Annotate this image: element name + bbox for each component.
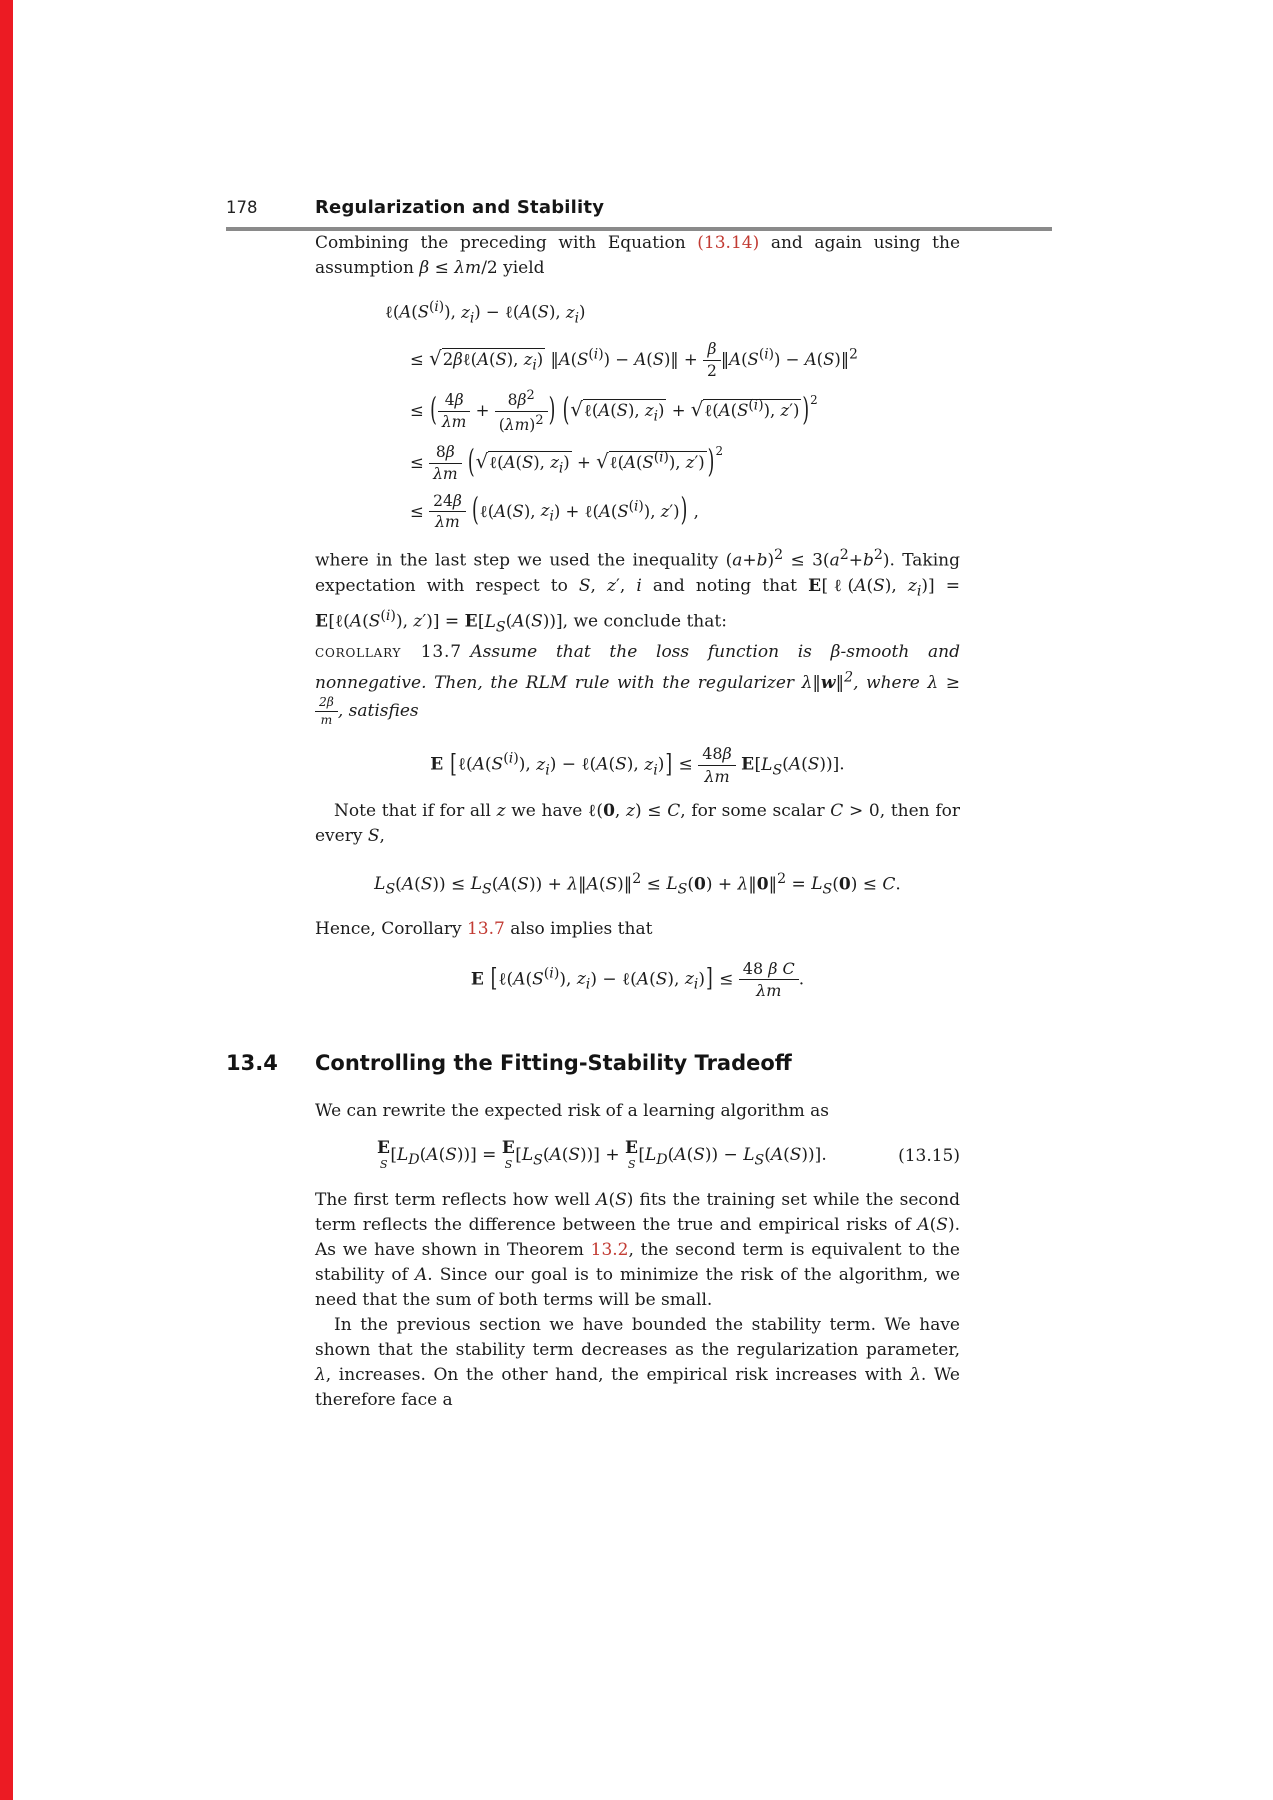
ref-corollary-13-7[interactable]: 13.7	[466, 918, 505, 939]
derivation-line-2: ≤ √2βℓ(A(S), $z_i$) $‖A(S^{(i)})$ − A(S)‖ + $\frac{\beta}{2}$ $‖A(S^{(i)})$ − A(S)‖$^2$	[410, 339, 858, 380]
section-number: 13.4	[226, 1051, 278, 1076]
equation-13-15-math: E S $[L_D(A(S))]$ = E S $[L_S(A(S))]$ + E S $[L_D(A(S)) - L_S(A(S))]$.	[377, 1138, 827, 1172]
paragraph-note-scalar-c: Note that if for all z we have ℓ(0, z) ≤ C, for some scalar C > 0, then for every S,	[315, 800, 960, 846]
red-edge-stripe	[0, 0, 13, 1800]
equation-final-bound: E [$\ell(A(S^{(i)})$, $z_i$) − ℓ(A(S), $z_i$)] ≤ $\frac{\text{48 β C}}{\lambda m}$ .	[470, 958, 805, 1001]
derivation-line-1: $\ell(A(S^{(i)})$, $z_i$) − ℓ(A(S), $z_i$)	[385, 299, 586, 326]
equation-corollary-bound: E [$\ell(A(S^{(i)})$, $z_i$) − ℓ(A(S), $z_i$)] ≤ $\frac{48\beta}{\lambda m}$ $E[L_S(A(S))]$.	[430, 744, 845, 786]
ref-theorem-13-2[interactable]: 13.2	[590, 1239, 629, 1260]
page-number: 178	[226, 198, 258, 217]
corollary-13-7-statement: corollary 13.7 Assume that the loss function is β-smooth and nonnegative. Then, the RLM rule with the regularizer λ‖w‖$^2$, where λ ≥ $\frac{2\beta}{m}$ , satisfies	[315, 642, 960, 728]
section-title: Controlling the Fitting-Stability Tradeoff	[315, 1051, 792, 1076]
section-heading-13-4	[226, 1051, 1273, 1075]
derivation-line-4: ≤ $\frac{8\beta}{\lambda m}$ (√ℓ(A(S), $z_i$) + $√\ell(A(S^{(i)})$, z′) )$^2$	[410, 443, 723, 483]
ref-equation-13-14[interactable]: (13.14)	[697, 233, 760, 253]
derivation-line-5: ≤ $\frac{24\beta}{\lambda m}$ (ℓ(A(S), $z_i$) + $\ell(A(S^{(i)})$, z′)) ,	[410, 491, 699, 532]
running-chapter-title: Regularization and Stability	[315, 197, 605, 218]
running-header	[226, 0, 1273, 218]
paragraph-combining: Combining the preceding with Equation (13.14) and again using the assumption β ≤ λm/2 yield	[315, 233, 961, 278]
equation-13-15-row	[315, 1140, 960, 1173]
paragraph-hence: Hence, Corollary 13.7 also implies that	[315, 918, 653, 939]
derivation-line-3: ≤ ( $\frac{4\beta}{\lambda m}$ + $\frac{8\beta^2}{(\lambda m)^2}$ ) (√ℓ(A(S), $z_i$) + $√\ell(A(S^{(i)})$, z′) )$^2$	[410, 388, 818, 435]
equation-ls-chain: $L_S(A(S)) \le L_S(A(S))$ + λ‖A(S)‖$^2$ ≤ $L_S(0)$ + λ‖0‖$^2$ = $L_S(0) \le C$.	[374, 870, 901, 898]
paragraph-where-last-step: where in the last step we used the inequality $(a+b)^2 \le 3(a^2+b^2)$. Taking expectation with respect to S, z′, i and noting that E[ℓ(A(S), $z_i$)] = $E[\ell(A(S^{(i)})$, $z')] = E[L_S(A(S))]$, we conclude that:	[315, 547, 960, 636]
text-column-bottom	[315, 1099, 960, 1412]
equation-block-derivation	[385, 295, 960, 531]
equation-13-15-tag: (13.15)	[898, 1146, 960, 1167]
text-column-top	[315, 231, 960, 999]
paragraph-rewrite-risk: We can rewrite the expected risk of a learning algorithm as	[315, 1101, 829, 1122]
paragraph-previous-section: In the previous section we have bounded the stability term. We have shown that the stability term decreases as the regularization parameter, λ, increases. On the other hand, the empirical risk increases with λ. We therefore face a	[315, 1314, 960, 1410]
paragraph-first-term: The first term reflects how well A(S) fits the training set while the second term reflects the difference between the true and empirical risks of A(S). As we have shown in Theorem 13.2, the second term is equivalent to the stability of A. Since our goal is to minimize the risk of the algorithm, we need that the sum of both terms will be small.	[315, 1189, 960, 1310]
